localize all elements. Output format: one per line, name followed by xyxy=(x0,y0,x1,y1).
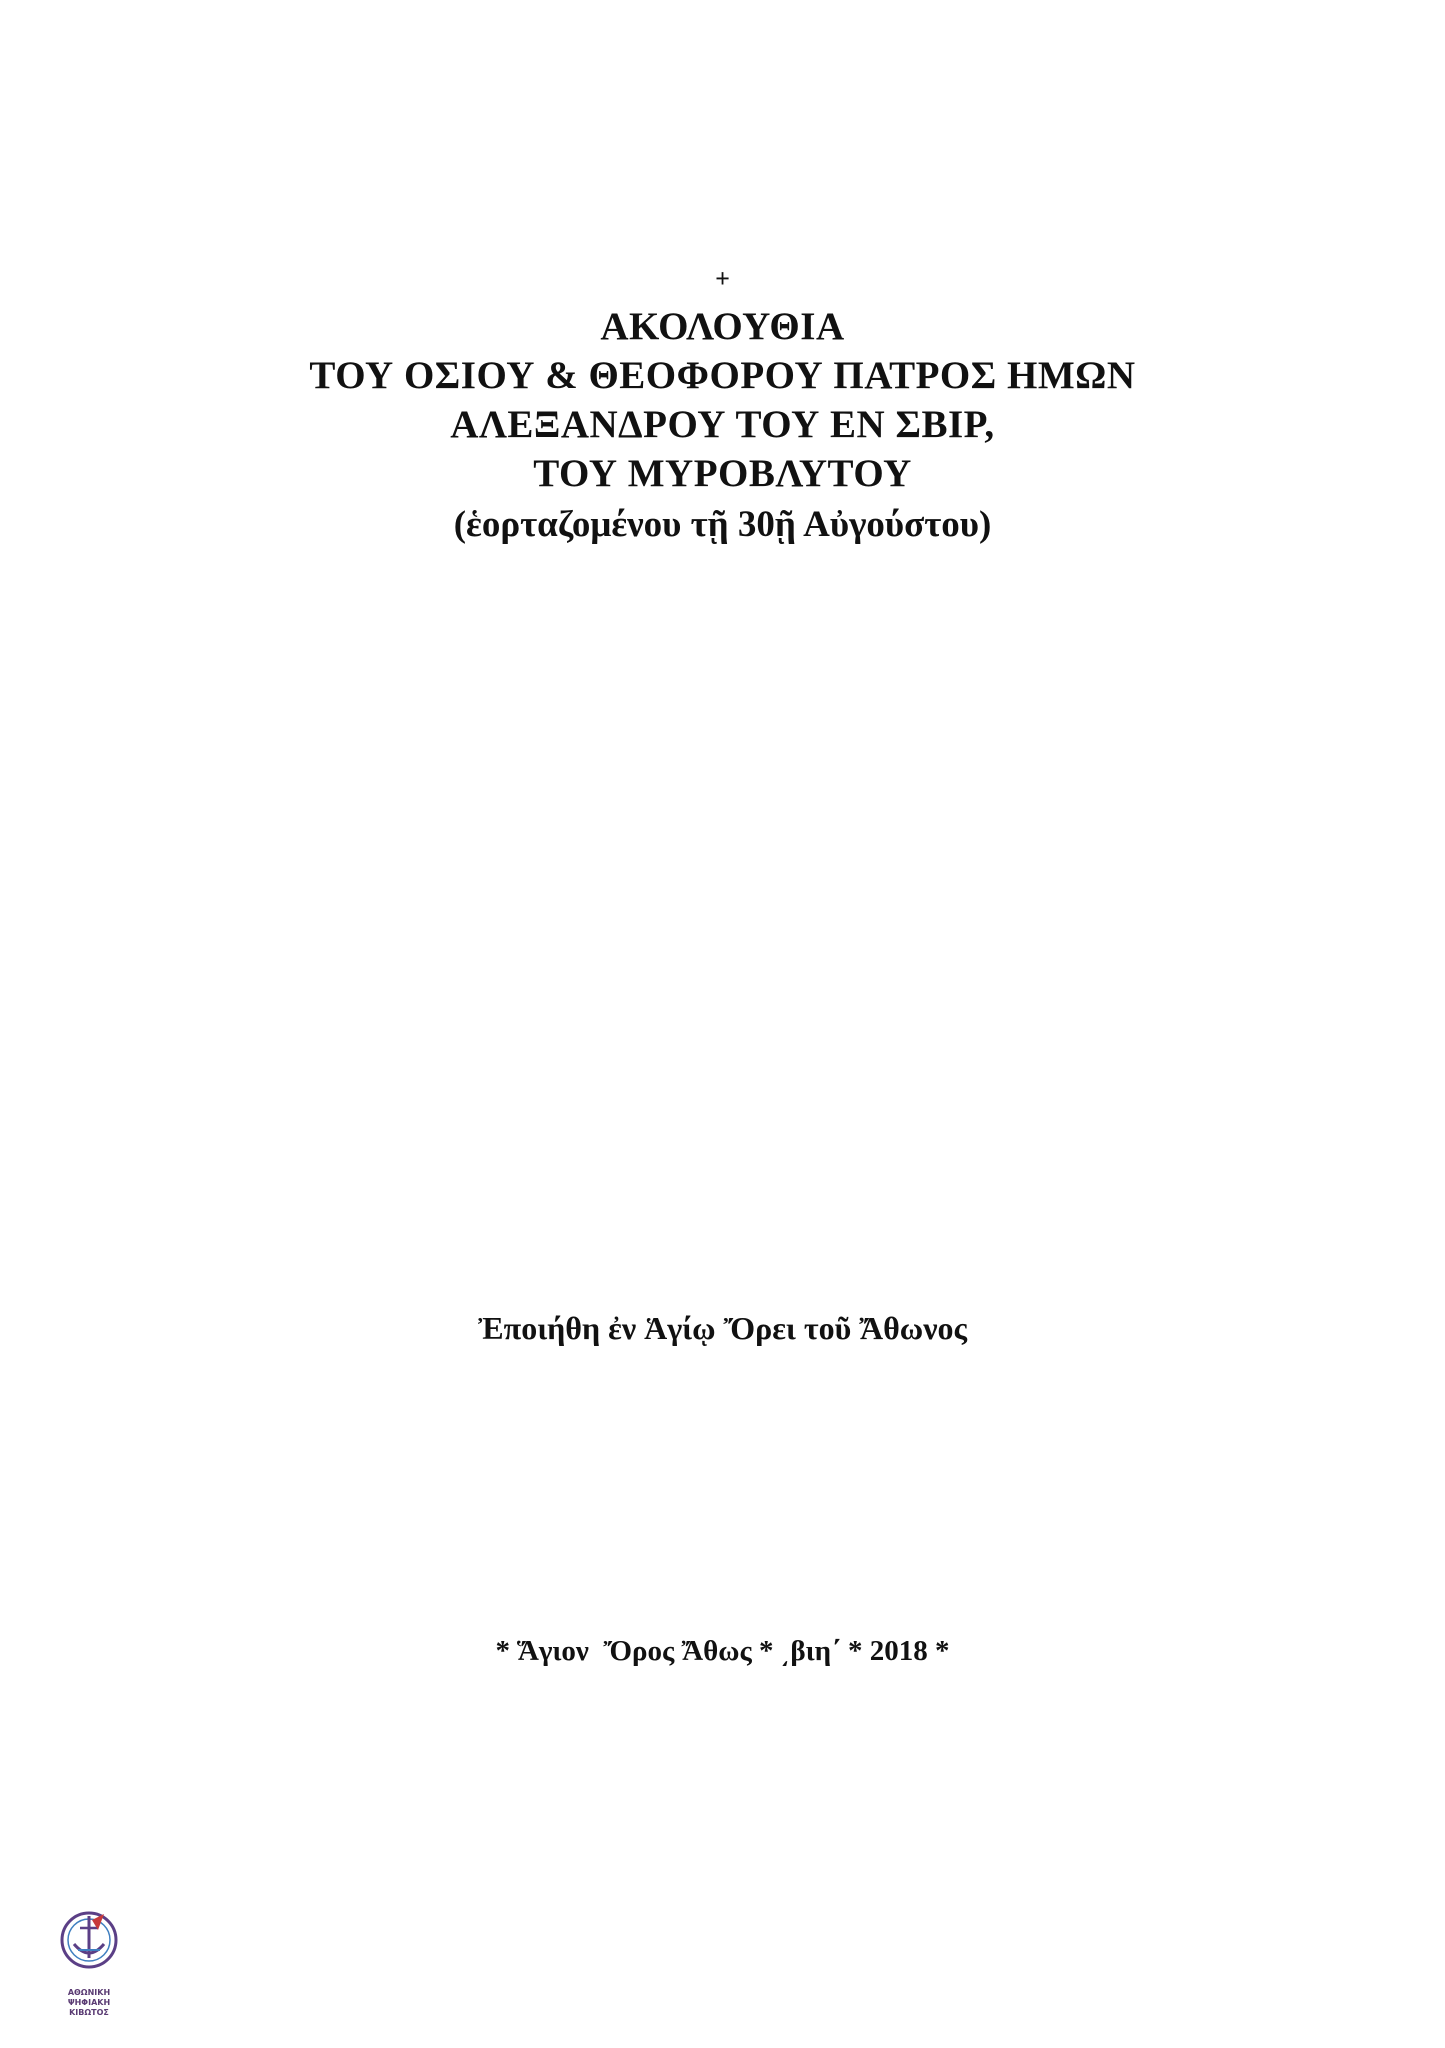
logo-caption xyxy=(48,1988,130,2018)
logo-caption-line-1: ΑΘΩΝΙΚΗ xyxy=(67,1988,111,1997)
composed-note: Ἐποιήθη ἐν Ἁγίῳ Ὄρει τοῦ Ἄθωνος xyxy=(478,1310,967,1346)
title-block xyxy=(0,262,1445,550)
title-line-2: ΤΟΥ ΟΣΙΟΥ & ΘΕΟΦΟΡΟΥ ΠΑΤΡΟΣ ΗΜΩΝ xyxy=(309,354,1136,397)
logo-caption-line-2: ΨΗΦΙΑΚΗ ΚΙΒΩΤΟΣ xyxy=(67,1998,111,2017)
title-line-3: ΑΛΕΞΑΝΔΡΟΥ ΤΟΥ ΕΝ ΣΒΙΡ, xyxy=(450,403,995,446)
ark-emblem-icon xyxy=(58,1900,120,1988)
imprint-line: * Ἅγιον Ὄρος Ἄθως * ͵βιη΄ * 2018 * xyxy=(495,1635,950,1667)
athonite-ark-logo xyxy=(58,1900,120,2025)
title-line-1: ΑΚΟΛΟΥΘΙΑ xyxy=(600,305,845,348)
title-line-4: ΤΟΥ ΜΥΡΟΒΛΥΤΟΥ xyxy=(533,452,912,495)
cross-symbol: + xyxy=(715,264,730,293)
feast-date-subtitle: (ἑορταζομένου τῇ 30ῇ Αὐγούστου) xyxy=(453,504,992,545)
